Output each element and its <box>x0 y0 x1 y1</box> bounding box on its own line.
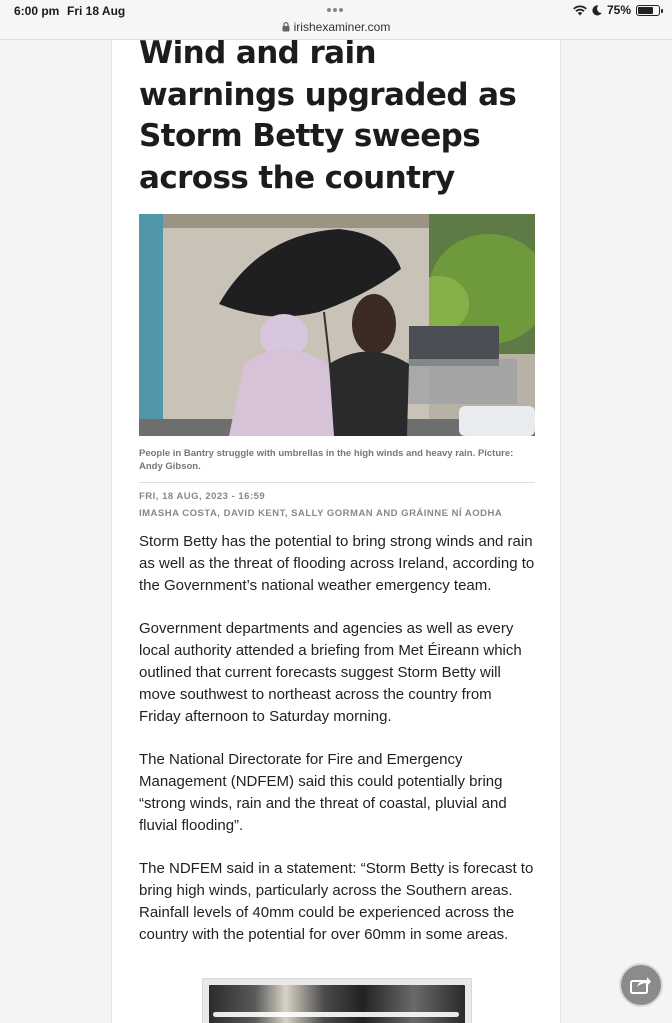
status-date: Fri 18 Aug <box>67 4 126 18</box>
hero-image[interactable] <box>139 214 535 436</box>
article-headline: Wind and rain warnings upgraded as Storm Betty sweeps across the country <box>139 40 517 196</box>
paragraph: Storm Betty has the potential to bring strong winds and rain as well as the threat of flooding across Ireland, according to the Government’s national weather emergency team. <box>139 533 535 594</box>
image-caption: People in Bantry struggle with umbrellas in the high winds and heavy rain. Picture: Andy Gibson. <box>139 448 514 472</box>
status-time: 6:00 pm <box>14 4 60 18</box>
moon-icon <box>592 5 602 16</box>
more-dots-icon[interactable] <box>327 1 345 11</box>
article-container <box>111 40 561 1023</box>
video-thumbnail[interactable] <box>209 985 465 1023</box>
umbrella-photo <box>139 214 535 436</box>
article-date: FRI, 18 AUG, 2023 - 16:59 <box>139 491 266 502</box>
paragraph: Government departments and agencies as well as every local authority attended a briefing from Met Éireann which outlined that current forecasts suggest Storm Betty will move southwest to northeast across the country from Friday afternoon to Saturday morning. <box>139 620 522 725</box>
article-content <box>139 40 535 967</box>
article-authors[interactable]: IMASHA COSTA, DAVID KENT, SALLY GORMAN AND GRÁINNE NÍ AODHA <box>139 508 503 519</box>
wifi-icon <box>573 5 587 16</box>
battery-percent: 75% <box>606 3 631 17</box>
share-button[interactable] <box>619 963 663 1007</box>
url-text[interactable]: irishexaminer.com <box>293 20 391 34</box>
paragraph: The NDFEM said in a statement: “Storm Betty is forecast to bring high winds, particularly across the Southern areas. Rainfall levels of 40mm could be experienced across the country with the potential for over 60mm in some areas. <box>139 860 534 943</box>
paragraph: The National Directorate for Fire and Emergency Management (NDFEM) said this could potentially bring “strong winds, rain and the threat of coastal, pluvial and fluvial flooding”. <box>139 751 507 834</box>
lock-icon <box>282 22 290 32</box>
article-body <box>139 531 535 946</box>
home-indicator <box>213 1012 459 1017</box>
address-bar[interactable] <box>0 18 672 40</box>
divider <box>139 482 535 483</box>
status-right <box>573 3 660 17</box>
share-icon <box>630 976 652 994</box>
battery-icon <box>636 5 660 16</box>
